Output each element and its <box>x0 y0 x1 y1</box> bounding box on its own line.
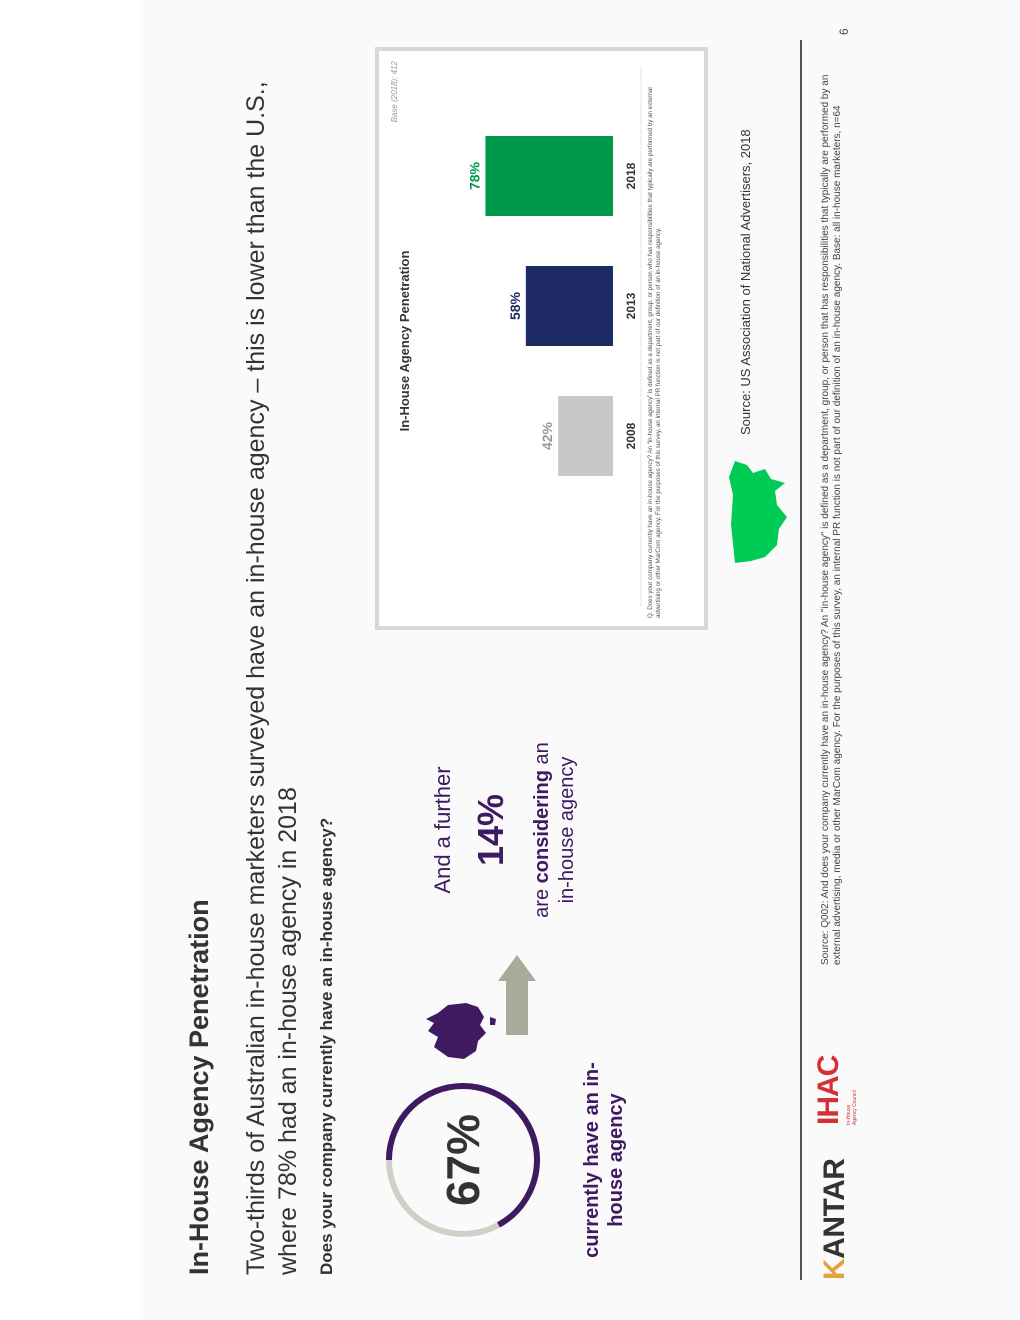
chart-title: In-House Agency Penetration <box>397 250 412 432</box>
considering-are: are <box>531 888 553 918</box>
have-agency-caption: currently have an in-house agency <box>581 1062 627 1258</box>
bar-2008 <box>558 396 613 476</box>
considering-value: 14% <box>470 793 511 867</box>
kantar-logo <box>818 1159 852 1280</box>
ihac-logo <box>812 1056 858 1125</box>
chart-footnote-wrapper <box>647 58 701 618</box>
considering-tail: in-house agency <box>556 756 578 904</box>
us-bar-chart-panel <box>375 47 708 630</box>
category-label-2018: 2018 <box>624 162 638 190</box>
considering-caption <box>530 725 580 935</box>
footer-divider <box>800 40 802 1280</box>
ihac-logo-sub2: Agency Council <box>852 1090 858 1125</box>
bar-value-label-2013: 58% <box>506 291 523 321</box>
right-arrow-icon <box>498 955 538 1035</box>
bar-value-label-2008: 42% <box>539 421 556 451</box>
donut-value-label: 67% <box>437 1113 489 1207</box>
considering-an: an <box>531 742 553 765</box>
ihac-logo-text: IHAC <box>812 1055 845 1125</box>
survey-question: Does your company currently have an in-house agency? <box>317 817 336 1275</box>
chart-footnote: Q. Does your company currently have an in-house agency? An “in-house agency” is defined as a department, group, or person who has responsibilities that typically are performed by an external advertising or other MarCom agency. For the purposes of this survey, an internal PR function is not part of our definition of an in-house agency. <box>647 87 662 618</box>
slide <box>140 0 1020 1320</box>
chart-base-note: Base (2018): 412 <box>390 61 399 123</box>
bar-2018 <box>485 136 613 216</box>
ihac-logo-sub1: In-House <box>846 1104 852 1125</box>
bar-chart <box>379 51 704 626</box>
page-title: In-House Agency Penetration <box>184 899 214 1275</box>
rotated-slide-content <box>140 0 1020 1320</box>
kantar-logo-rest: ANTAR <box>818 1158 851 1259</box>
category-label-2013: 2013 <box>624 292 638 320</box>
bar-value-label-2018: 78% <box>466 161 483 191</box>
us-source: Source: US Association of National Advertisers, 2018 <box>738 129 753 435</box>
category-label-2008: 2008 <box>624 422 638 450</box>
bar-2013 <box>526 266 613 346</box>
left-margin <box>0 0 140 1320</box>
considering-block <box>430 725 580 935</box>
considering-bold: considering <box>531 770 553 884</box>
australia-map-icon <box>420 995 500 1065</box>
page-subtitle: Two-thirds of Australian in-house marketers surveyed have an in-house agency – this is lower than the U.S., where 78% had an in-house agency in 2018 <box>242 81 302 1275</box>
usa-map-icon <box>725 455 795 565</box>
kantar-logo-k: K <box>818 1258 851 1280</box>
further-text: And a further <box>430 766 455 894</box>
page-number: 6 <box>837 28 851 35</box>
footer-source: Source: Q002: And does your company currently have an in-house agency? An "in-house agency" is defined as a department, group, or person that has responsibilities that typically are performed by an external advertising, media or other MarCom agency. For the purposes of this survey, an internal PR function is not part of our definition of an in-house agency. Base: all in-house marketers, n=64 <box>820 74 843 965</box>
